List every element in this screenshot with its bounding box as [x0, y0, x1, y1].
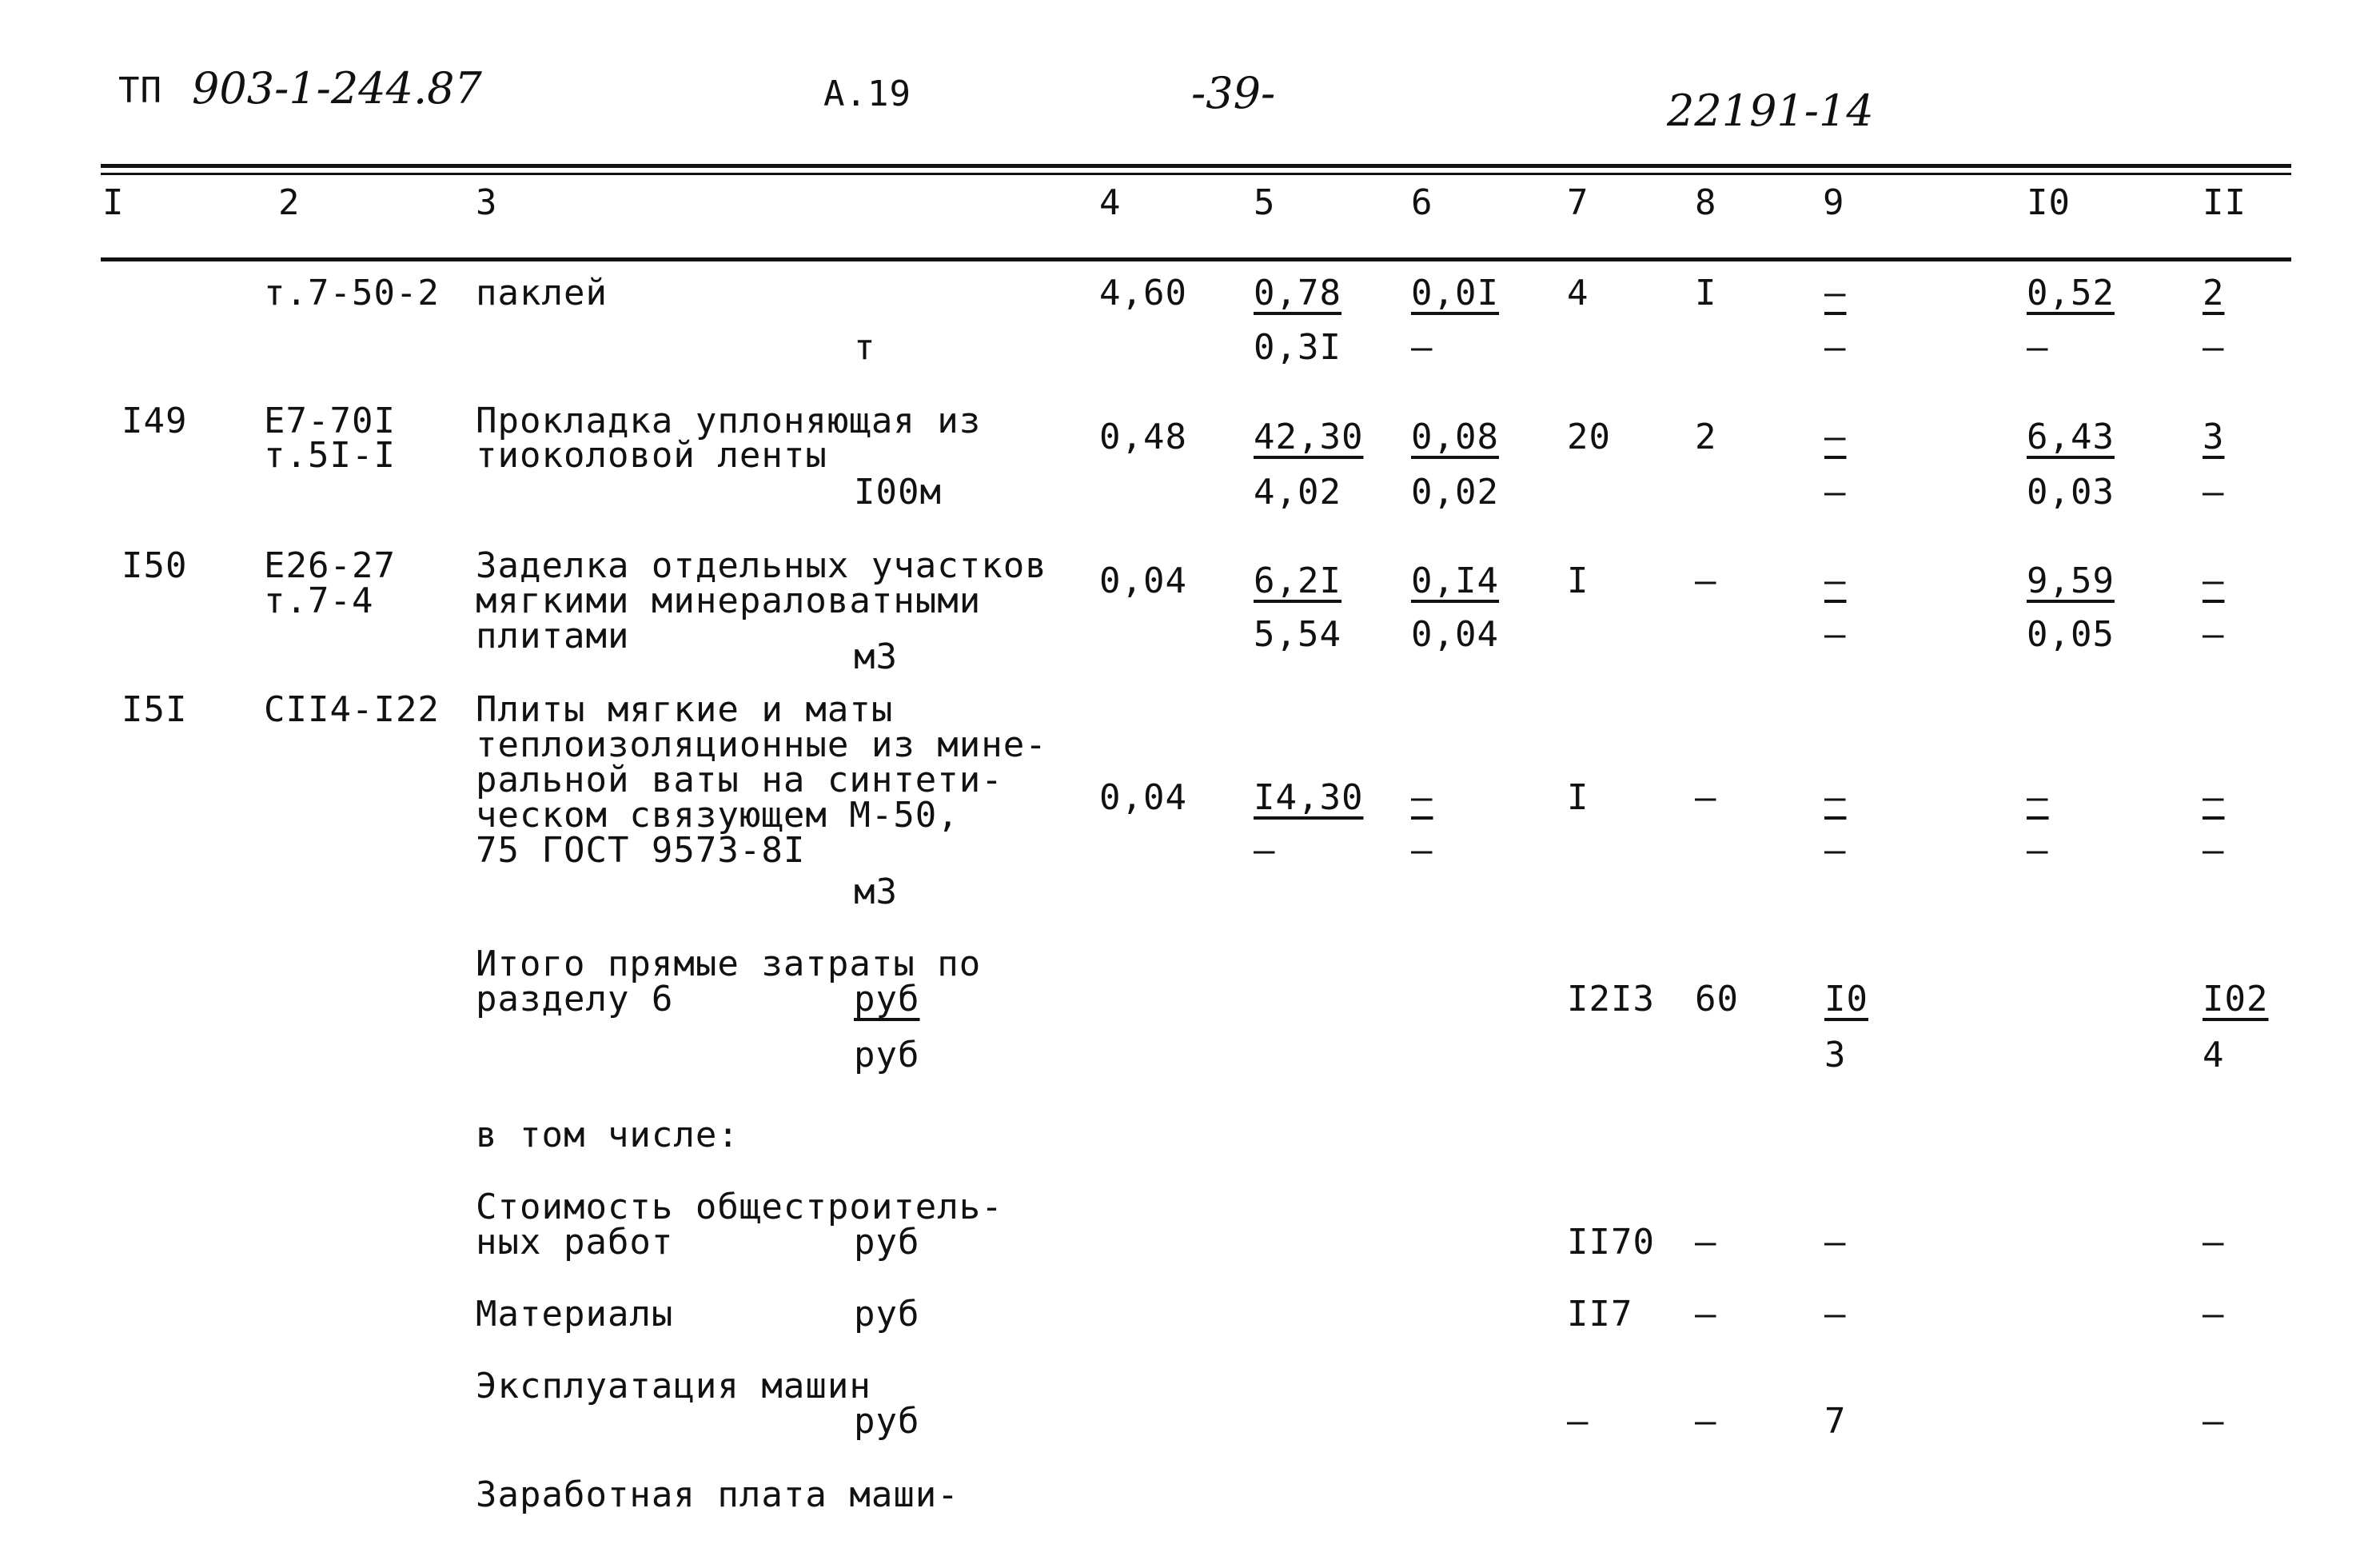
unit: м3	[854, 872, 898, 912]
unit-cost-total: I4,30	[1254, 777, 1364, 818]
labor-total-machine: –	[2203, 830, 2225, 871]
wage-total: –	[1695, 561, 1717, 601]
breakdown-labor: –	[2203, 1401, 2225, 1442]
unit-cost-total: 6,2I	[1254, 561, 1341, 601]
norm-code: Е7-70I	[264, 401, 396, 441]
col-header-5: 5	[1254, 182, 1276, 223]
machine-cost: 0,0I	[1411, 273, 1499, 313]
col-header-3: 3	[476, 182, 498, 223]
work-name-line2: мягкими минераловатными	[476, 581, 982, 621]
breakdown-machine: –	[1824, 1222, 1847, 1263]
labor-unit-machine: 0,03	[2027, 472, 2115, 513]
machine-wage: 0,02	[1411, 472, 1499, 513]
album-number: А.19	[823, 74, 911, 114]
col-header-9: 9	[1823, 182, 1845, 223]
breakdown-wage: –	[1695, 1401, 1717, 1442]
doc-prefix: ТП	[118, 70, 162, 111]
labor-total: –	[2203, 777, 2225, 818]
labor-total-machine: –	[2203, 614, 2225, 655]
unit: т	[854, 327, 876, 368]
breakdown-unit: руб	[854, 1294, 920, 1335]
col-header-6: 6	[1411, 182, 1433, 223]
work-name: Плиты мягкие и маты	[476, 689, 894, 730]
unit-cost-total: 42,30	[1254, 417, 1364, 457]
labor-unit-machine: 0,05	[2027, 614, 2115, 655]
unit-cost-wage: 0,3I	[1254, 327, 1341, 368]
labor-unit: 9,59	[2027, 561, 2115, 601]
work-name: Прокладка уплоняющая из	[476, 401, 982, 441]
machine-total: –	[1824, 561, 1847, 601]
labor-unit-machine: –	[2027, 327, 2049, 368]
breakdown-total: II70	[1567, 1222, 1655, 1263]
total-cost: I	[1567, 561, 1589, 601]
labor-total: 2	[2203, 273, 2225, 313]
totals-wage: 60	[1695, 979, 1739, 1019]
breakdown-label: Материалы	[476, 1294, 674, 1335]
breakdown-machine: 7	[1824, 1401, 1847, 1442]
machine-wage-total: –	[1824, 830, 1847, 871]
norm-code-table: т.5I-I	[264, 435, 396, 476]
norm-code: т.7-50-2	[264, 273, 440, 313]
col-header-10: I0	[2027, 182, 2071, 223]
totals-unit-total: руб	[854, 979, 920, 1019]
quantity: 4,60	[1099, 273, 1187, 313]
total-cost: 20	[1567, 417, 1611, 457]
breakdown-labor: –	[2203, 1222, 2225, 1263]
unit-cost-wage: 4,02	[1254, 472, 1341, 513]
breakdown-labor: –	[2203, 1294, 2225, 1335]
breakdown-label: Стоимость общестроитель-	[476, 1187, 1003, 1227]
position-number: I5I	[122, 689, 188, 730]
norm-code: Е26-27	[264, 545, 396, 586]
unit-cost-total: 0,78	[1254, 273, 1341, 313]
labor-unit: 0,52	[2027, 273, 2115, 313]
unit: м3	[854, 636, 898, 677]
machine-wage-total: –	[1824, 327, 1847, 368]
top-double-rule-thin	[101, 173, 2291, 175]
work-name-line3: ральной ваты на синтети-	[476, 760, 1003, 800]
col-header-8: 8	[1695, 182, 1717, 223]
document-code: 22191-14	[1667, 86, 1874, 136]
wage-total: –	[1695, 777, 1717, 818]
breakdown-unit: руб	[854, 1222, 920, 1263]
quantity: 0,04	[1099, 777, 1187, 818]
page-number: -39-	[1191, 68, 1276, 118]
breakdown-label: Эксплуатация машин	[476, 1366, 871, 1406]
machine-total: –	[1824, 417, 1847, 457]
work-name-line2: теплоизоляционные из мине-	[476, 724, 1047, 765]
col-header-11: II	[2203, 182, 2246, 223]
totals-labor: I02	[2203, 979, 2269, 1019]
header-bottom-rule	[101, 257, 2291, 261]
position-number: I49	[122, 401, 188, 441]
quantity: 0,48	[1099, 417, 1187, 457]
doc-number: 903-1-244.87	[192, 63, 482, 114]
work-name: паклей	[476, 273, 608, 313]
work-name-line4: ческом связующем М-50,	[476, 795, 959, 836]
totals-machine: I0	[1824, 979, 1868, 1019]
machine-total: –	[1824, 273, 1847, 313]
unit-cost-wage: –	[1254, 830, 1276, 871]
totals-label-line2: разделу 6	[476, 979, 674, 1019]
quantity: 0,04	[1099, 561, 1187, 601]
breakdown-label-line2: ных работ	[476, 1222, 674, 1263]
totals-label: Итого прямые затраты по	[476, 944, 982, 984]
norm-code: СII4-I22	[264, 689, 440, 730]
work-name-line3: плитами	[476, 616, 630, 656]
machine-total: –	[1824, 777, 1847, 818]
top-double-rule	[101, 164, 2291, 168]
breakdown-machine: –	[1824, 1294, 1847, 1335]
labor-total: –	[2203, 561, 2225, 601]
totals-labor-machine: 4	[2203, 1035, 2225, 1075]
totals-total-cost: I2I3	[1567, 979, 1655, 1019]
unit: I00м	[854, 472, 942, 513]
breakdown-unit: руб	[854, 1401, 920, 1442]
unit-cost-wage: 5,54	[1254, 614, 1341, 655]
col-header-4: 4	[1099, 182, 1122, 223]
machine-wage: –	[1411, 327, 1433, 368]
work-name-line5: 75 ГОСТ 9573-8I	[476, 830, 806, 871]
breakdown-total: –	[1567, 1401, 1589, 1442]
machine-wage-total: –	[1824, 614, 1847, 655]
wage-total: 2	[1695, 417, 1717, 457]
labor-total-machine: –	[2203, 327, 2225, 368]
including-label: в том числе:	[476, 1115, 740, 1155]
machine-wage: –	[1411, 830, 1433, 871]
labor-total-machine: –	[2203, 472, 2225, 513]
labor-unit-machine: –	[2027, 830, 2049, 871]
position-number: I50	[122, 545, 188, 586]
machine-wage: 0,04	[1411, 614, 1499, 655]
machine-cost: 0,08	[1411, 417, 1499, 457]
col-header-2: 2	[278, 182, 301, 223]
total-cost: 4	[1567, 273, 1589, 313]
norm-code-table: т.7-4	[264, 581, 374, 621]
breakdown-wage: –	[1695, 1222, 1717, 1263]
totals-unit-wage: руб	[854, 1035, 920, 1075]
work-name-line2: тиоколовой ленты	[476, 435, 827, 476]
breakdown-wage: –	[1695, 1294, 1717, 1335]
machine-wage-total: –	[1824, 472, 1847, 513]
labor-unit: –	[2027, 777, 2049, 818]
total-cost: I	[1567, 777, 1589, 818]
machine-cost: 0,I4	[1411, 561, 1499, 601]
breakdown-total: II7	[1567, 1294, 1633, 1335]
work-name: Заделка отдельных участков	[476, 545, 1047, 586]
machine-cost: –	[1411, 777, 1433, 818]
col-header-1: I	[102, 182, 125, 223]
labor-total: 3	[2203, 417, 2225, 457]
col-header-7: 7	[1567, 182, 1589, 223]
wage-total: I	[1695, 273, 1717, 313]
labor-unit: 6,43	[2027, 417, 2115, 457]
breakdown-label: Заработная плата маши-	[476, 1474, 959, 1515]
totals-machine-wage: 3	[1824, 1035, 1847, 1075]
